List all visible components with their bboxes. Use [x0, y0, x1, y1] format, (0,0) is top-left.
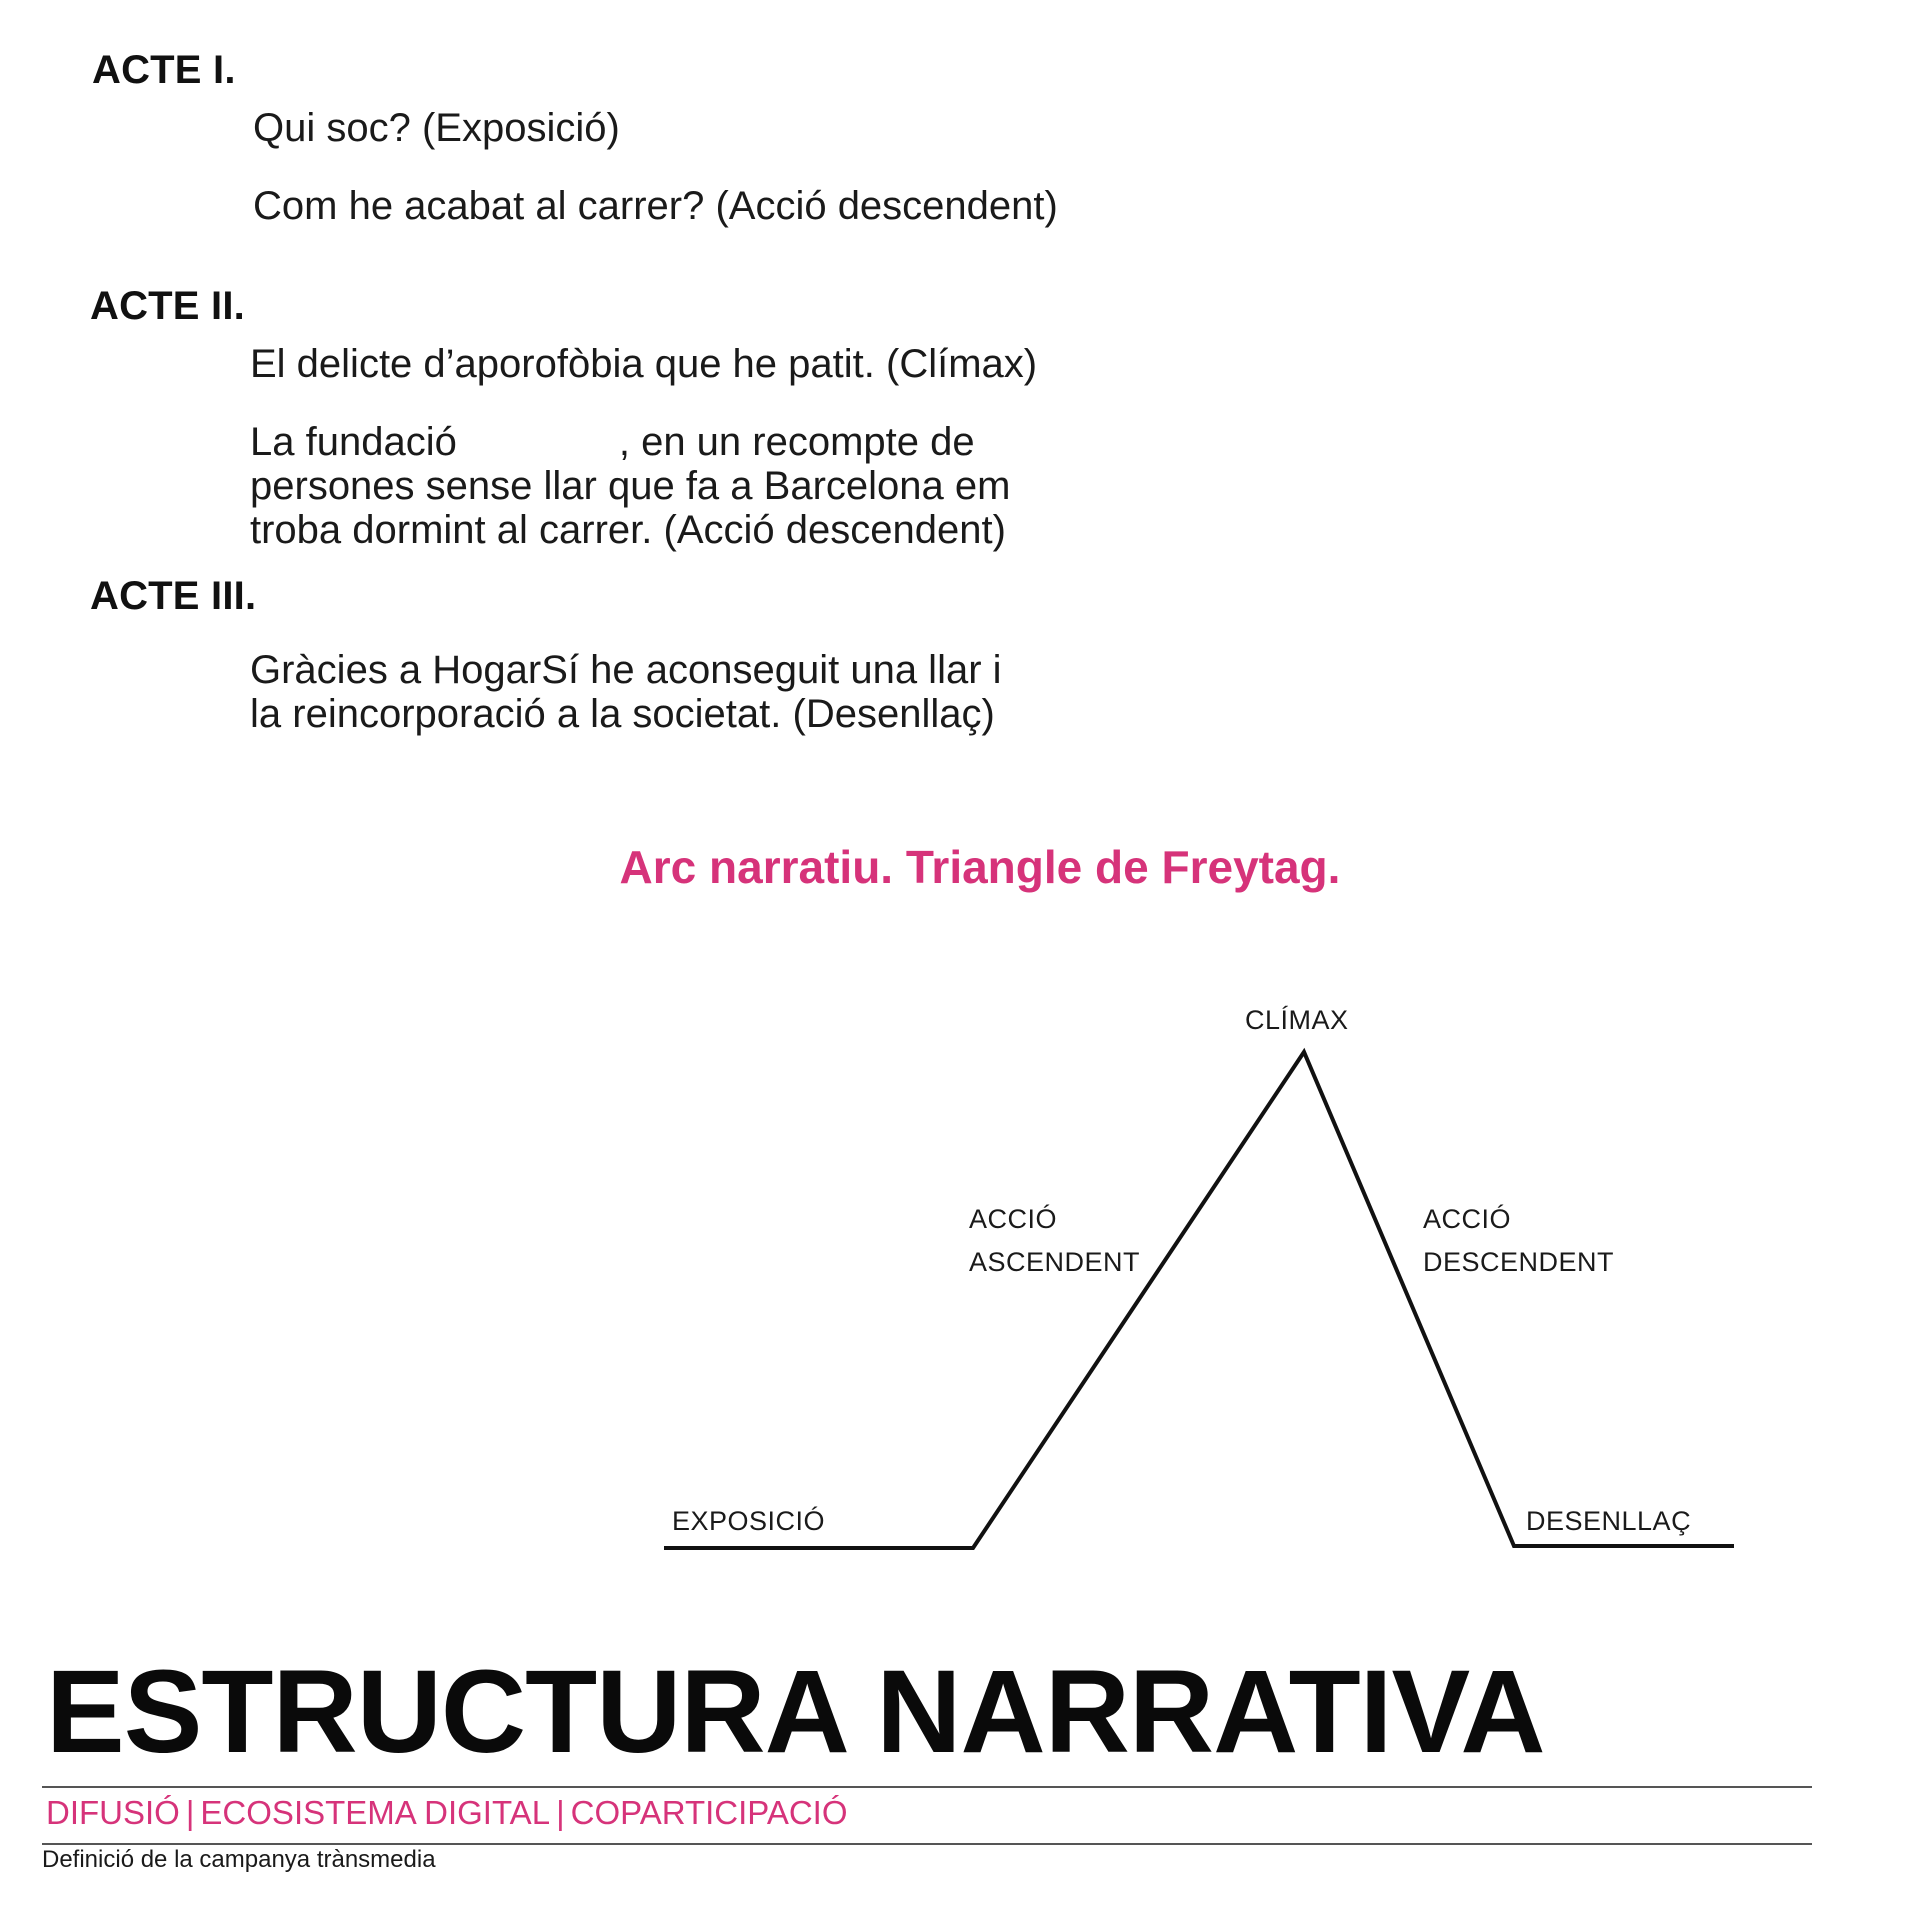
- act-3-heading: ACTE III.: [90, 574, 257, 618]
- divider-bottom: [42, 1843, 1812, 1845]
- tag-coparticipacio: COPARTICIPACIÓ: [570, 1794, 848, 1831]
- act-1-line-2: Com he acabat al carrer? (Acció descendent): [253, 184, 1058, 228]
- act-2-line-3: persones sense llar que fa a Barcelona em: [250, 464, 1011, 508]
- label-falling-action-line-2: DESCENDENT: [1423, 1247, 1615, 1277]
- act-2-line-4: troba dormint al carrer. (Acció descendent): [250, 508, 1006, 552]
- label-resolution: DESENLLAÇ: [1526, 1506, 1692, 1536]
- act-1-line-1: Qui soc? (Exposició): [253, 106, 620, 150]
- act-2-line-1: El delicte d’aporofòbia que he patit. (Clímax): [250, 342, 1038, 386]
- divider-top: [42, 1786, 1812, 1788]
- label-climax: CLÍMAX: [1245, 1005, 1349, 1035]
- act-1-heading: ACTE I.: [92, 48, 236, 92]
- label-exposition: EXPOSICIÓ: [672, 1506, 826, 1536]
- label-rising-action-line-2: ASCENDENT: [969, 1247, 1141, 1277]
- subtitle: Definició de la campanya trànsmedia: [42, 1846, 436, 1873]
- act-2-line-2-after: , en un recompte de: [618, 420, 975, 464]
- page-title: ESTRUCTURA NARRATIVA: [46, 1646, 1545, 1778]
- act-2-heading: ACTE II.: [90, 284, 245, 328]
- label-rising-action-line-1: ACCIÓ: [969, 1204, 1058, 1234]
- narrative-arc-line: [664, 1052, 1734, 1548]
- tag-separator: |: [185, 1794, 195, 1831]
- tag-difusio: DIFUSIÓ: [46, 1794, 180, 1831]
- tagline: [46, 1794, 848, 1832]
- act-3-line-1: Gràcies a HogarSí he aconseguit una llar i: [250, 648, 1002, 692]
- act-3-line-2: la reincorporació a la societat. (Desenllaç): [250, 692, 995, 736]
- act-2-line-2: [250, 420, 975, 464]
- tag-separator: |: [556, 1794, 565, 1831]
- label-falling-action-line-1: ACCIÓ: [1423, 1204, 1512, 1234]
- diagram-title: Arc narratiu. Triangle de Freytag.: [619, 841, 1341, 893]
- tag-ecosistema-digital: ECOSISTEMA DIGITAL: [200, 1794, 551, 1831]
- act-2-line-2-before: La fundació: [250, 420, 457, 464]
